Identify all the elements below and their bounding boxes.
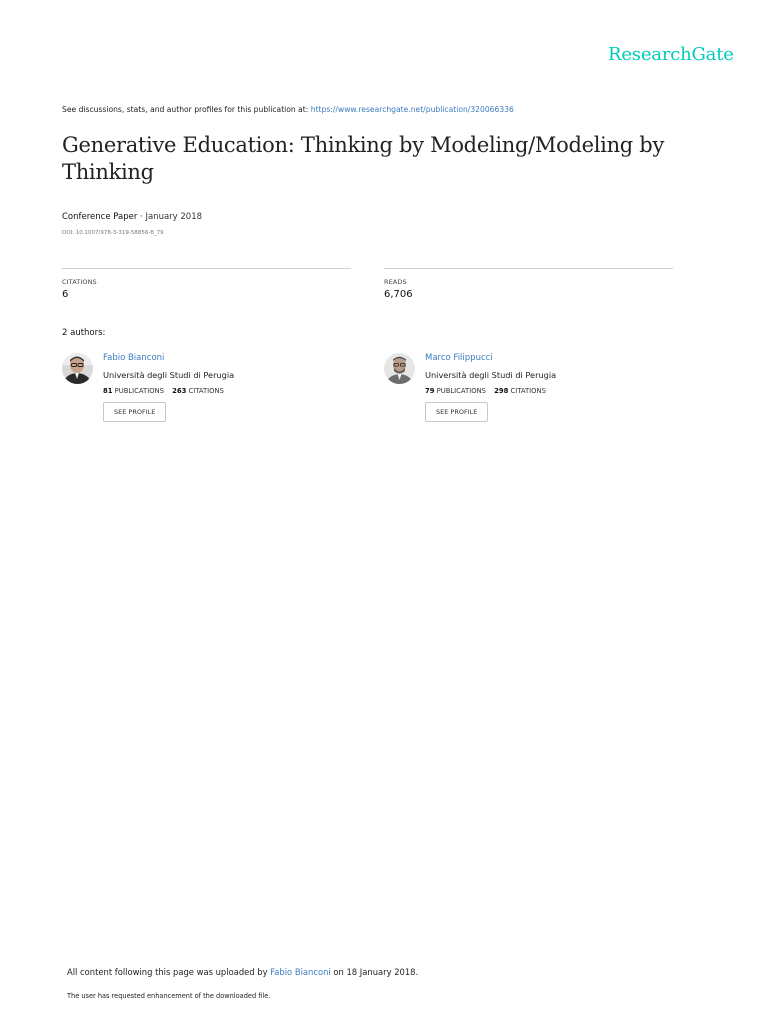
avatar[interactable]: [384, 353, 415, 384]
author-counts: [103, 387, 343, 396]
avatar[interactable]: [62, 353, 93, 384]
author-name-link[interactable]: Marco Filippucci: [425, 353, 493, 363]
author-photo-icon: [62, 353, 93, 384]
author-institution: Università degli Studi di Perugia: [425, 370, 557, 380]
reads-label: READS: [384, 278, 407, 286]
see-discussions-text: See discussions, stats, and author profiles for this publication at:: [62, 105, 311, 114]
enhancement-note: The user has requested enhancement of the downloaded file.: [67, 992, 271, 1000]
publication-meta: [62, 212, 202, 222]
citations-count: 263: [172, 387, 187, 395]
publications-label: PUBLICATIONS: [436, 387, 486, 395]
author-institution: Università degli Studi di Perugia: [103, 370, 235, 380]
publication-date: January 2018: [145, 212, 203, 222]
upload-info: [67, 967, 418, 977]
publications-count: 81: [103, 387, 113, 395]
citations-value: 6: [62, 289, 69, 300]
authors-heading: 2 authors:: [62, 328, 106, 338]
author-counts: [425, 387, 665, 396]
citations-count-label: CITATIONS: [510, 387, 546, 395]
publications-label: PUBLICATIONS: [114, 387, 164, 395]
reads-stat: [384, 268, 673, 300]
citations-count-label: CITATIONS: [188, 387, 224, 395]
researchgate-logo[interactable]: ResearchGate: [608, 44, 734, 65]
date-separator: ·: [137, 212, 146, 222]
citations-label: CITATIONS: [62, 278, 97, 286]
see-profile-button[interactable]: SEE PROFILE: [103, 402, 166, 422]
see-profile-button[interactable]: SEE PROFILE: [425, 402, 488, 422]
publications-count: 79: [425, 387, 435, 395]
publication-type: Conference Paper: [62, 212, 138, 222]
citations-stat: [62, 268, 351, 300]
publication-doi: DOI: 10.1007/978-3-319-58856-8_79: [62, 230, 164, 236]
uploader-link[interactable]: Fabio Bianconi: [270, 967, 331, 977]
citations-count: 298: [494, 387, 509, 395]
upload-suffix: on 18 January 2018.: [330, 967, 419, 977]
author-photo-icon: [384, 353, 415, 384]
see-discussions-line: [62, 105, 514, 114]
publication-url-link[interactable]: https://www.researchgate.net/publication/320066336: [310, 105, 514, 114]
publication-title: Generative Education: Thinking by Modeling/Modeling by Thinking: [62, 133, 665, 184]
reads-value: 6,706: [384, 289, 413, 300]
author-name-link[interactable]: Fabio Bianconi: [103, 353, 165, 363]
upload-prefix: All content following this page was uploaded by: [67, 967, 271, 977]
